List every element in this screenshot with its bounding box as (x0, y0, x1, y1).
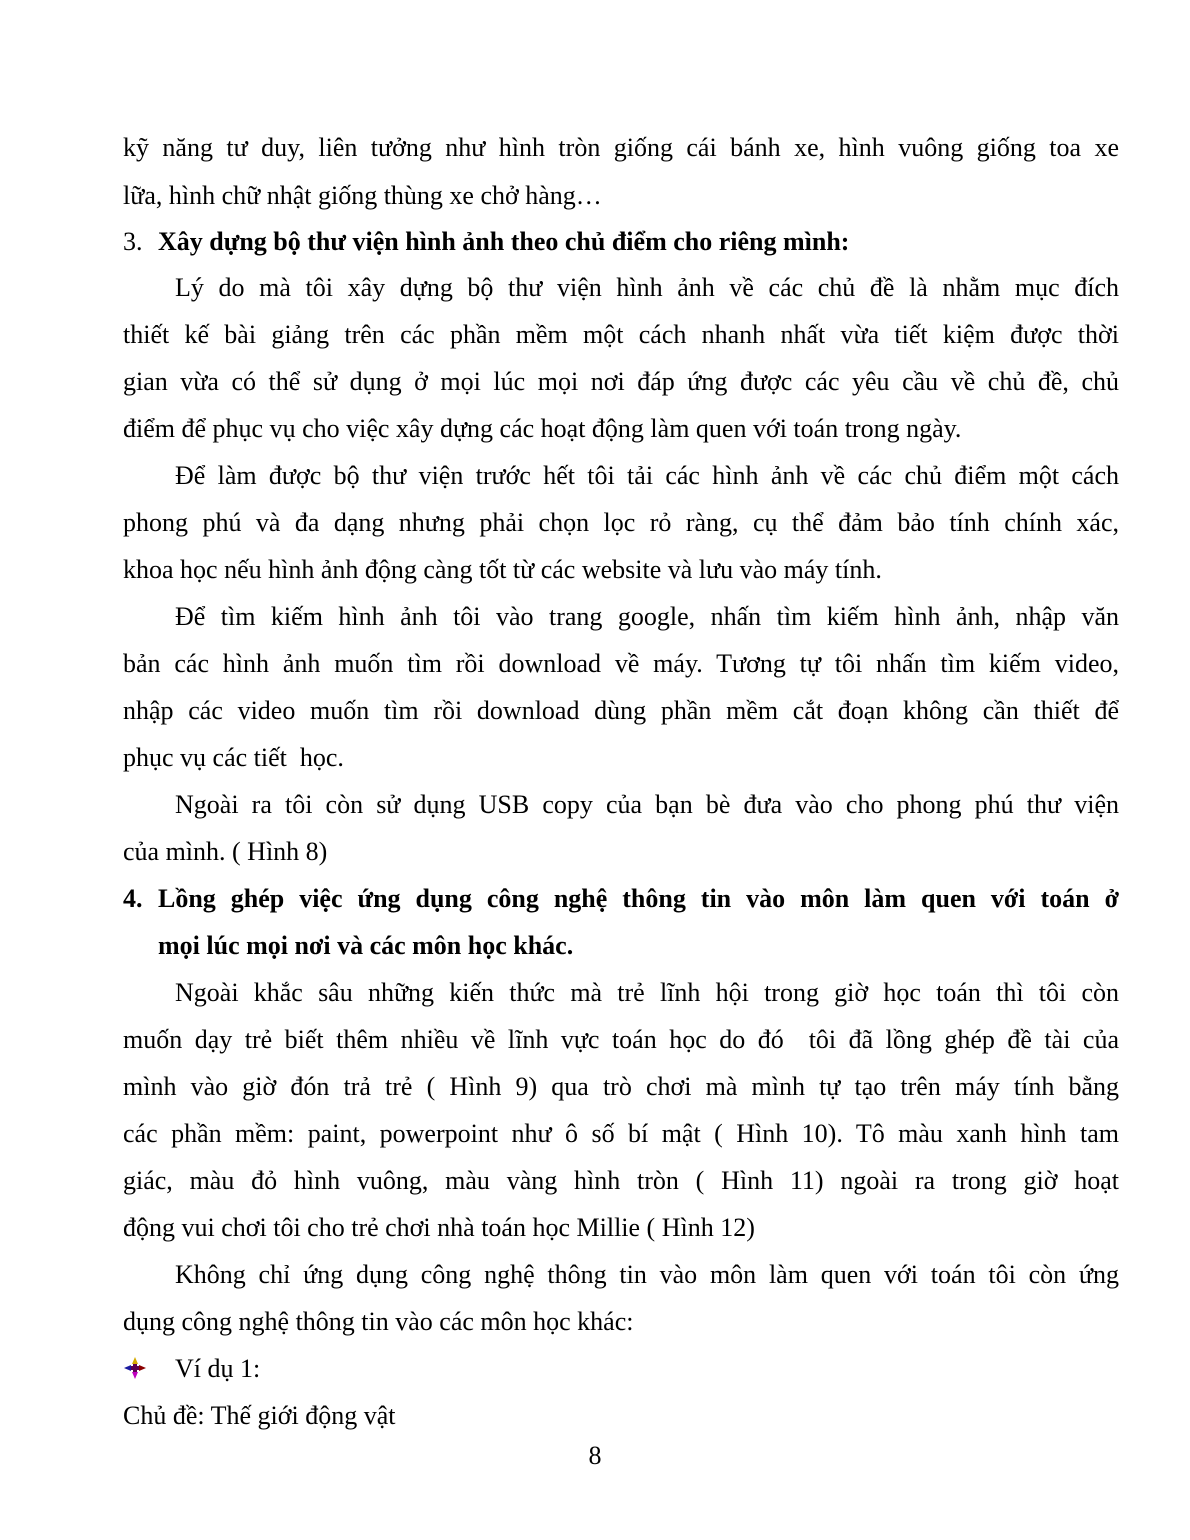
library-line-2: phong phú và đa dạng nhưng phải chọn lọc rỏ ràng, cụ thể đảm bảo tính chính xác, (123, 508, 1119, 537)
section-4-title-line-2: mọi lúc mọi nơi và các môn học khác. (158, 931, 574, 960)
reason-line-4: điểm để phục vụ cho việc xây dựng các hoạt động làm quen với toán trong ngày. (123, 414, 962, 443)
section-3-title: Xây dựng bộ thư viện hình ảnh theo chủ điểm cho riêng mình: (158, 227, 850, 256)
intro-line-2: lữa, hình chữ nhật giống thùng xe chở hàng… (123, 181, 602, 210)
integration-line-6: động vui chơi tôi cho trẻ chơi nhà toán học Millie ( Hình 12) (123, 1213, 755, 1242)
reason-line-1: Lý do mà tôi xây dựng bộ thư viện hình ảnh về các chủ đề là nhằm mục đích (175, 273, 1119, 302)
integration-line-5: giác, màu đỏ hình vuông, màu vàng hình tròn ( Hình 11) ngoài ra trong giờ hoạt (123, 1166, 1119, 1195)
example-label: Ví dụ 1: (175, 1354, 261, 1383)
reason-line-2: thiết kế bài giảng trên các phần mềm một cách nhanh nhất vừa tiết kiệm được thời (123, 320, 1119, 349)
section-4-number: 4. (123, 884, 143, 913)
search-line-3: nhập các video muốn tìm rồi download dùng phần mềm cắt đoạn không cần thiết để (123, 696, 1119, 725)
other-line-2: dụng công nghệ thông tin vào các môn học khác: (123, 1307, 634, 1336)
library-line-1: Để làm được bộ thư viện trước hết tôi tải các hình ảnh về các chủ điểm một cách (175, 461, 1119, 490)
section-3-number: 3. (123, 227, 143, 256)
usb-line-2: của mình. ( Hình 8) (123, 837, 328, 866)
other-line-1: Không chỉ ứng dụng công nghệ thông tin vào môn làm quen với toán tôi còn ứng (175, 1260, 1119, 1289)
search-line-1: Để tìm kiếm hình ảnh tôi vào trang google, nhấn tìm kiếm hình ảnh, nhập văn (175, 602, 1119, 631)
integration-line-1: Ngoài khắc sâu những kiến thức mà trẻ lĩnh hội trong giờ học toán thì tôi còn (175, 978, 1119, 1007)
four-arrow-bullet-icon (123, 1356, 147, 1380)
page-number: 8 (588, 1441, 602, 1470)
integration-line-2: muốn dạy trẻ biết thêm nhiều về lĩnh vực toán học do đó tôi đã lồng ghép đề tài của (123, 1025, 1119, 1054)
reason-line-3: gian vừa có thể sử dụng ở mọi lúc mọi nơi đáp ứng được các yêu cầu về chủ đề, chủ (123, 367, 1119, 396)
search-line-4: phục vụ các tiết học. (123, 743, 344, 772)
search-line-2: bản các hình ảnh muốn tìm rồi download về máy. Tương tự tôi nhấn tìm kiếm video, (123, 649, 1119, 678)
usb-line-1: Ngoài ra tôi còn sử dụng USB copy của bạn bè đưa vào cho phong phú thư viện (175, 790, 1119, 819)
library-line-3: khoa học nếu hình ảnh động càng tốt từ các website và lưu vào máy tính. (123, 555, 882, 584)
intro-line-1: kỹ năng tư duy, liên tưởng như hình tròn giống cái bánh xe, hình vuông giống toa xe (123, 133, 1119, 162)
integration-line-3: mình vào giờ đón trả trẻ ( Hình 9) qua trò chơi mà mình tự tạo trên máy tính bằng (123, 1072, 1119, 1101)
example-topic: Chủ đề: Thế giới động vật (123, 1401, 396, 1430)
integration-line-4: các phần mềm: paint, powerpoint như ô số bí mật ( Hình 10). Tô màu xanh hình tam (123, 1119, 1119, 1148)
section-4-title-line-1: Lồng ghép việc ứng dụng công nghệ thông tin vào môn làm quen với toán ở (158, 884, 1119, 913)
